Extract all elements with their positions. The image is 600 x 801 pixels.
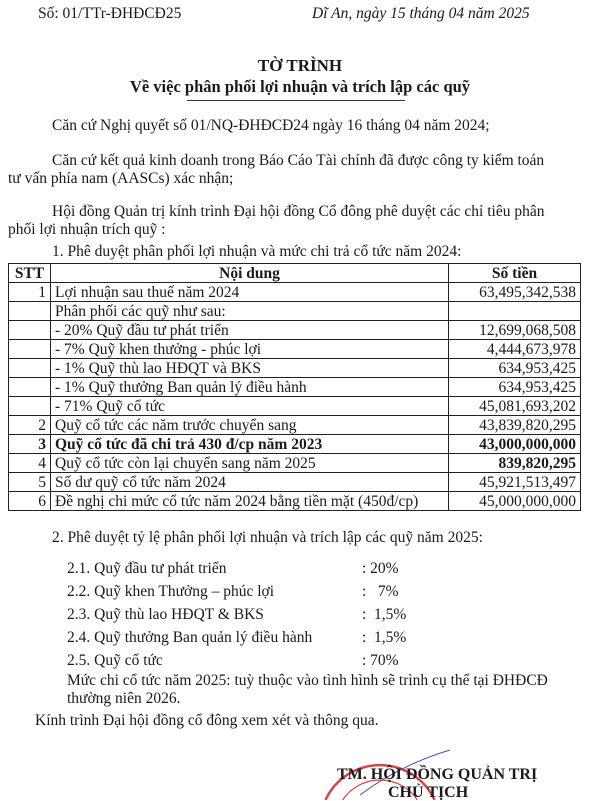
- profit-distribution-table: [8, 263, 581, 511]
- title-underline: [187, 100, 405, 101]
- table-row: [9, 378, 581, 397]
- fund-ratio: : 70%: [362, 652, 399, 669]
- section-2-title: 2. Phê duyệt tỷ lệ phân phối lợi nhuận và trích lập các quỹ năm 2025:: [52, 529, 483, 546]
- fund-ratio: : 1,5%: [362, 629, 407, 646]
- signature-role: CHỦ TỊCH: [388, 784, 469, 801]
- row-content: - 1% Quỹ thưởng Ban quản lý điều hành: [51, 378, 449, 397]
- paragraph: phối lợi nhuận trích quỹ :: [8, 221, 166, 238]
- fund-ratio-item: [67, 580, 467, 603]
- dividend-note: thường niên 2026.: [67, 690, 181, 707]
- row-amount: 63,495,342,538: [449, 283, 581, 302]
- dividend-note: Mức chi cổ tức năm 2025: tuỳ thuộc vào tình hình sẽ trình cụ thể tại ĐHĐCĐ: [67, 672, 548, 689]
- table-row: [9, 340, 581, 359]
- row-amount: 12,699,068,508: [449, 321, 581, 340]
- table-row: [9, 416, 581, 435]
- row-number: [9, 397, 51, 416]
- row-amount: 4,444,673,978: [449, 340, 581, 359]
- paragraph: tư vấn phía nam (AASCs) xác nhận;: [8, 170, 234, 187]
- fund-ratio: : 20%: [362, 560, 399, 577]
- table-row: [9, 492, 581, 511]
- document-subtitle: Về việc phân phối lợi nhuận và trích lập các quỹ: [129, 77, 471, 96]
- row-amount: [449, 302, 581, 321]
- column-header: Nội dung: [51, 264, 449, 283]
- row-number: 4: [9, 454, 51, 473]
- row-number: [9, 321, 51, 340]
- table-row: [9, 454, 581, 473]
- row-content: Số dư quỹ cổ tức năm 2024: [51, 473, 449, 492]
- document-number: Số: 01/TTr-ĐHĐCĐ25: [38, 5, 182, 22]
- row-content: Quỹ cổ tức còn lại chuyển sang năm 2025: [51, 454, 449, 473]
- table-row: [9, 473, 581, 492]
- fund-label: 2.5. Quỹ cổ tức: [67, 652, 163, 669]
- table-row: [9, 397, 581, 416]
- table-row: [9, 435, 581, 454]
- column-header: STT: [9, 264, 51, 283]
- row-amount: 634,953,425: [449, 378, 581, 397]
- row-content: - 7% Quỹ khen thưởng - phúc lợi: [51, 340, 449, 359]
- place-date: Dĩ An, ngày 15 tháng 04 năm 2025: [312, 5, 530, 22]
- row-content: Phân phối các quỹ như sau:: [51, 302, 449, 321]
- table-row: [9, 283, 581, 302]
- row-number: 6: [9, 492, 51, 511]
- fund-ratio-item: [67, 649, 467, 672]
- row-number: [9, 378, 51, 397]
- document-title: TỜ TRÌNH: [257, 56, 343, 75]
- row-amount: 45,000,000,000: [449, 492, 581, 511]
- row-content: - 71% Quỹ cổ tức: [51, 397, 449, 416]
- fund-ratio: : 1,5%: [362, 606, 407, 623]
- section-1-title: 1. Phê duyệt phân phối lợi nhuận và mức chi trả cổ tức năm 2024:: [52, 243, 462, 260]
- column-header: Số tiền: [449, 264, 581, 283]
- table-row: [9, 321, 581, 340]
- row-number: [9, 359, 51, 378]
- row-content: - 1% Quỹ thù lao HĐQT và BKS: [51, 359, 449, 378]
- row-content: Quỹ cổ tức đã chi trả 430 đ/cp năm 2023: [51, 435, 449, 454]
- row-amount: 839,820,295: [449, 454, 581, 473]
- row-content: - 20% Quỹ đầu tư phát triển: [51, 321, 449, 340]
- row-amount: 43,839,820,295: [449, 416, 581, 435]
- fund-ratio-item: [67, 626, 467, 649]
- fund-ratio-list: [67, 557, 467, 672]
- fund-ratio-item: [67, 557, 467, 580]
- fund-ratio: : 7%: [362, 583, 399, 600]
- fund-label: 2.2. Quỹ khen Thưởng – phúc lợi: [67, 583, 275, 600]
- row-content: Quỹ cổ tức các năm trước chuyển sang: [51, 416, 449, 435]
- row-number: 1: [9, 283, 51, 302]
- paragraph: Căn cứ Nghị quyết số 01/NQ-ĐHĐCĐ24 ngày 16 tháng 04 năm 2024;: [52, 117, 490, 134]
- row-content: Đề nghị chi mức cổ tức năm 2024 bằng tiền mặt (450đ/cp): [51, 492, 449, 511]
- row-number: 3: [9, 435, 51, 454]
- row-amount: 45,921,513,497: [449, 473, 581, 492]
- fund-label: 2.4. Quỹ thưởng Ban quản lý điều hành: [67, 629, 313, 646]
- signature-title: TM. HỘI ĐỒNG QUẢN TRỊ: [337, 766, 538, 783]
- row-number: 5: [9, 473, 51, 492]
- row-number: [9, 302, 51, 321]
- row-amount: 634,953,425: [449, 359, 581, 378]
- fund-label: 2.1. Quỹ đầu tư phát triển: [67, 560, 227, 577]
- row-amount: 45,081,693,202: [449, 397, 581, 416]
- row-number: 2: [9, 416, 51, 435]
- closing-statement: Kính trình Đại hội đồng cổ đông xem xét và thông qua.: [35, 712, 379, 729]
- row-content: Lợi nhuận sau thuế năm 2024: [51, 283, 449, 302]
- fund-label: 2.3. Quỹ thù lao HĐQT & BKS: [67, 606, 264, 623]
- table-row: [9, 359, 581, 378]
- paragraph: Căn cứ kết quả kinh doanh trong Báo Cáo Tài chính đã được công ty kiểm toán: [52, 152, 545, 169]
- table-row: [9, 302, 581, 321]
- fund-ratio-item: [67, 603, 467, 626]
- paragraph: Hội đồng Quản trị kính trình Đại hội đồng Cổ đông phê duyệt các chỉ tiêu phân: [52, 203, 545, 220]
- row-number: [9, 340, 51, 359]
- row-amount: 43,000,000,000: [449, 435, 581, 454]
